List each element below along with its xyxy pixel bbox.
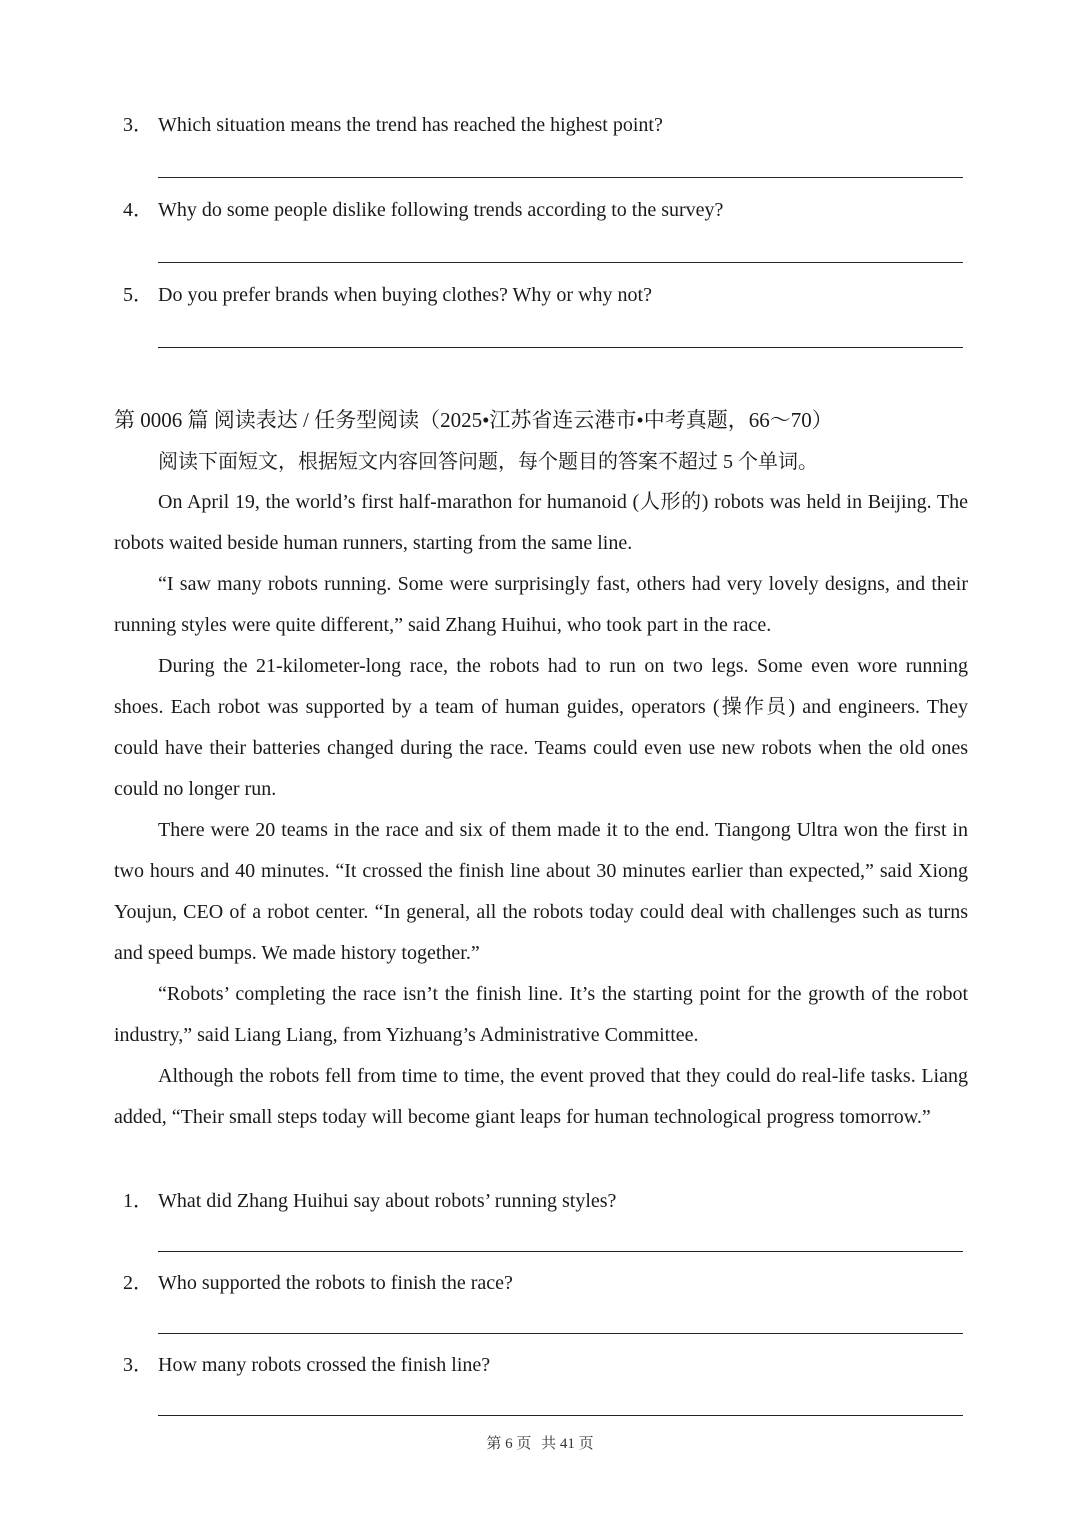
answer-line[interactable] bbox=[158, 1415, 963, 1416]
question-text: Who supported the robots to finish the race? bbox=[158, 1272, 513, 1294]
question-text: Why do some people dislike following trends according to the survey? bbox=[158, 199, 724, 221]
question-text: Do you prefer brands when buying clothes? Why or why not? bbox=[158, 284, 652, 306]
answer-line[interactable] bbox=[158, 262, 963, 263]
question-text: What did Zhang Huihui say about robots’ running styles? bbox=[158, 1190, 617, 1212]
question-number: 5． bbox=[123, 284, 153, 306]
question-number: 2． bbox=[123, 1272, 153, 1294]
question-text: Which situation means the trend has reached the highest point? bbox=[158, 114, 663, 136]
passage-paragraph: “I saw many robots running. Some were surprisingly fast, others had very lovely designs, and their running styles were quite different,” said Zhang Huihui, who took part in the race. bbox=[114, 573, 968, 636]
page-footer bbox=[0, 1434, 1080, 1454]
question-number: 1． bbox=[123, 1190, 153, 1212]
question-text: How many robots crossed the finish line? bbox=[158, 1354, 491, 1376]
passage-paragraph: Although the robots fell from time to time, the event proved that they could do real-life tasks. Liang added, “Their small steps today will become giant leaps for human technological progress tomorrow.” bbox=[114, 1065, 968, 1128]
page-number: 第 6 页 bbox=[486, 1436, 532, 1452]
question-number: 3． bbox=[123, 1354, 153, 1376]
question-number: 3． bbox=[123, 114, 153, 136]
passage-paragraph: On April 19, the world’s first half-marathon for humanoid (人形的) robots was held in Beijing. The robots waited beside human runners, starting from the same line. bbox=[114, 491, 968, 554]
passage-paragraph: During the 21-kilometer-long race, the robots had to run on two legs. Some even wore running shoes. Each robot was supported by a team of human guides, operators (操作员) and engineers. They could have their batteries changed during the race. Teams could even use new robots when the old ones could no longer run. bbox=[114, 655, 968, 800]
section-instruction: 阅读下面短文，根据短文内容回答问题，每个题目的答案不超过 5 个单词。 bbox=[158, 451, 818, 473]
page-total: 共 41 页 bbox=[541, 1436, 594, 1452]
answer-line[interactable] bbox=[158, 347, 963, 348]
section-title: 第 0006 篇 阅读表达 / 任务型阅读（2025•江苏省连云港市•中考真题，66～70） bbox=[114, 408, 833, 432]
question-number: 4． bbox=[123, 199, 153, 221]
passage-paragraph: There were 20 teams in the race and six of them made it to the end. Tiangong Ultra won the first in two hours and 40 minutes. “It crossed the finish line about 30 minutes earlier than expected,” said Xiong Youjun, CEO of a robot center. “In general, all the robots today could deal with challenges such as turns and speed bumps. We made history together.” bbox=[114, 819, 968, 964]
answer-line[interactable] bbox=[158, 1333, 963, 1334]
answer-line[interactable] bbox=[158, 177, 963, 178]
reading-passage bbox=[114, 482, 968, 1138]
answer-line[interactable] bbox=[158, 1251, 963, 1252]
passage-paragraph: “Robots’ completing the race isn’t the finish line. It’s the starting point for the growth of the robot industry,” said Liang Liang, from Yizhuang’s Administrative Committee. bbox=[114, 983, 968, 1046]
